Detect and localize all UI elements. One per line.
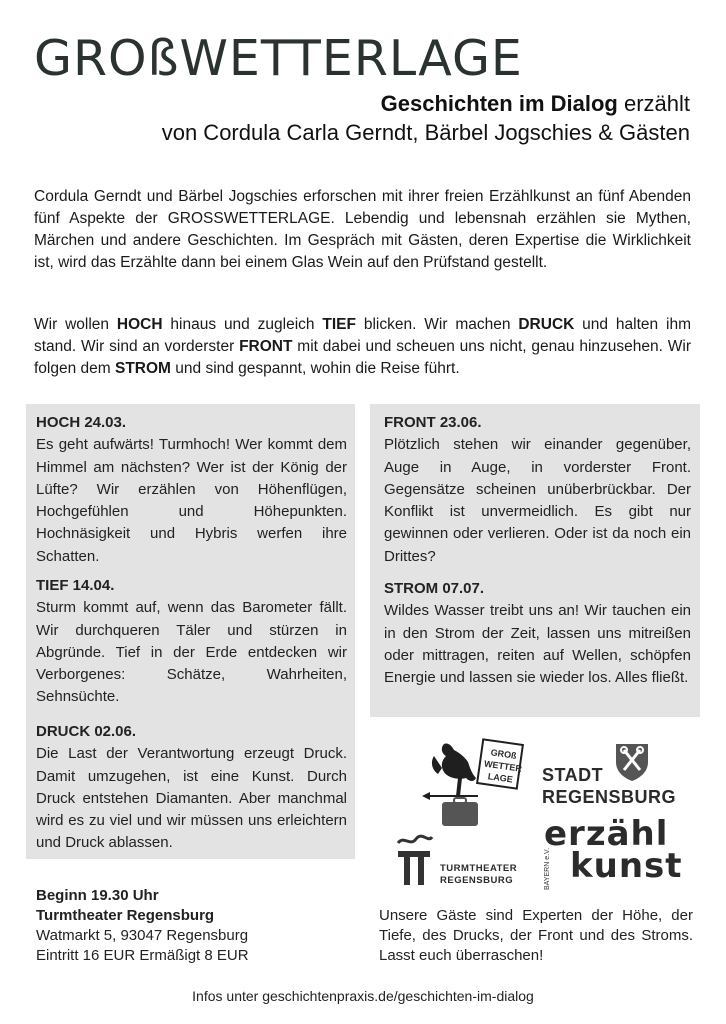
turmtheater-logo — [394, 833, 519, 891]
event-front-text: Plötzlich stehen wir einander gegenüber, Auge in Auge, in vorderster Front. Gegensätze scheinen unüberbrückbar. Der Konflikt ist unvermeidlich. Es gibt nur gewinnen oder verlieren. Oder ist da noch ein Drittes? — [384, 436, 691, 565]
gw-logo-line3: LAGE — [487, 771, 514, 785]
intro2-text: Wir wollen — [34, 316, 117, 333]
event-info — [36, 886, 249, 966]
event-strom-text: Wildes Wasser treibt uns an! Wir tauchen ein in den Strom der Zeit, lassen uns mitreißen oder mittragen, reiten auf Wellen, schöpfen Energie und lassen sie wieder los. Alles fließt. — [384, 602, 691, 687]
footer-info-link[interactable]: Infos unter geschichtenpraxis.de/geschichten-im-dialog — [192, 988, 534, 1004]
keyword-hoch: HOCH — [116, 316, 163, 333]
turm-logo-line1: TURMTHEATER — [440, 863, 518, 874]
erz-logo-line1: erzähl — [544, 814, 669, 854]
keyword-tief: TIEF — [322, 316, 356, 333]
event-tief-text: Sturm kommt auf, wenn das Barometer fällt. Wir durchqueren Täler und stürzen in Abgründe. Tief in der Erde entdecken wir Verborgenes: Schätze, Wahrheiten, Sehnsüchte. — [36, 599, 347, 706]
keyword-front: FRONT — [239, 338, 293, 355]
event-druck-text: Die Last der Verantwortung erzeugt Druck. Damit umzugehen, ist eine Kunst. Durch Druck entstehen Diamanten. Aber manchmal wird es zu viel und wir müssen uns erleichtern und Druck ablassen. — [36, 745, 347, 852]
event-druck — [36, 721, 347, 855]
stadt-regensburg-logo — [542, 742, 677, 812]
gw-logo-line2: WETTER — [483, 758, 523, 774]
venue-name: Turmtheater Regensburg — [36, 907, 215, 924]
intro2-text: und sind gespannt, wohin die Reise führt. — [170, 360, 460, 377]
erz-logo-line2: kunst — [570, 846, 683, 886]
keyword-strom: STROM — [115, 360, 171, 377]
gw-logo-line1: GROß — [490, 747, 518, 761]
erz-logo-side: BAYERN e.V. — [544, 847, 551, 890]
guests-note: Unsere Gäste sind Experten der Höhe, der Tiefe, des Drucks, der Front und des Stroms. Lasst euch überraschen! — [379, 907, 693, 964]
intro2-text: mit dabei und scheuen uns nicht, genau hinzusehen. Wir folgen dem — [34, 338, 691, 377]
beginn-time: Beginn 19.30 Uhr — [36, 887, 159, 904]
subtitle-bold: Geschichten im Dialog — [380, 91, 618, 116]
grosswetterlage-logo — [414, 738, 524, 830]
venue-address: Watmarkt 5, 93047 Regensburg — [36, 927, 249, 944]
event-hoch-text: Es geht aufwärts! Turmhoch! Wer kommt dem Himmel am nächsten? Wer ist der König der Lüfte? Wir erzählen von Höhenflügen, Hochgefühlen und Höhepunkten. Hochnäsigkeit und Hybris werfen ihre Schatten. — [36, 436, 347, 565]
event-front-heading: FRONT 23.06. — [384, 414, 482, 431]
event-front — [384, 412, 691, 568]
event-strom-heading: STROM 07.07. — [384, 580, 485, 597]
event-hoch-heading: HOCH 24.03. — [36, 414, 127, 431]
event-hoch — [36, 412, 347, 568]
stadt-logo-line2: REGENSBURG — [542, 787, 677, 807]
event-druck-heading: DRUCK 02.06. — [36, 723, 137, 740]
subtitle — [162, 89, 690, 147]
events-panel-right — [370, 404, 700, 717]
intro-paragraph-2 — [34, 314, 691, 380]
intro-paragraph: Cordula Gerndt und Bärbel Jogschies erforschen mit ihrer freien Erzählkunst an fünf Abenden fünf Aspekte der GROSSWETTERLAGE. Lebendig und lebensnah erzählen sie Mythen, Märchen und andere Geschichten. Im Gespräch mit Gästen, deren Expertise die Wirklichkeit ist, wird das Erzählte dann bei einem Glas Wein auf den Prüfstand gestellt. — [34, 188, 691, 271]
erzaehlkunst-logo — [538, 814, 683, 892]
event-tief — [36, 575, 347, 709]
masthead-title: GROßWETTERLAGE — [34, 30, 523, 87]
ticket-price: Eintritt 16 EUR Ermäßigt 8 EUR — [36, 947, 249, 964]
event-strom — [384, 578, 691, 689]
keyword-druck: DRUCK — [518, 316, 575, 333]
subtitle-rest: erzählt — [617, 91, 690, 116]
intro2-text: hinaus und zugleich — [162, 316, 323, 333]
intro2-text: und halten ihm stand. Wir sind an vorderster — [34, 316, 691, 355]
event-tief-heading: TIEF 14.04. — [36, 577, 115, 594]
turm-logo-line2: REGENSBURG — [440, 875, 514, 886]
events-panel-left — [26, 404, 355, 859]
subtitle-line2: von Cordula Carla Gerndt, Bärbel Jogschies & Gästen — [161, 120, 690, 145]
turmtheater-tower-icon — [394, 833, 434, 887]
intro2-text: blicken. Wir machen — [355, 316, 519, 333]
stadt-logo-line1: STADT — [542, 765, 604, 785]
